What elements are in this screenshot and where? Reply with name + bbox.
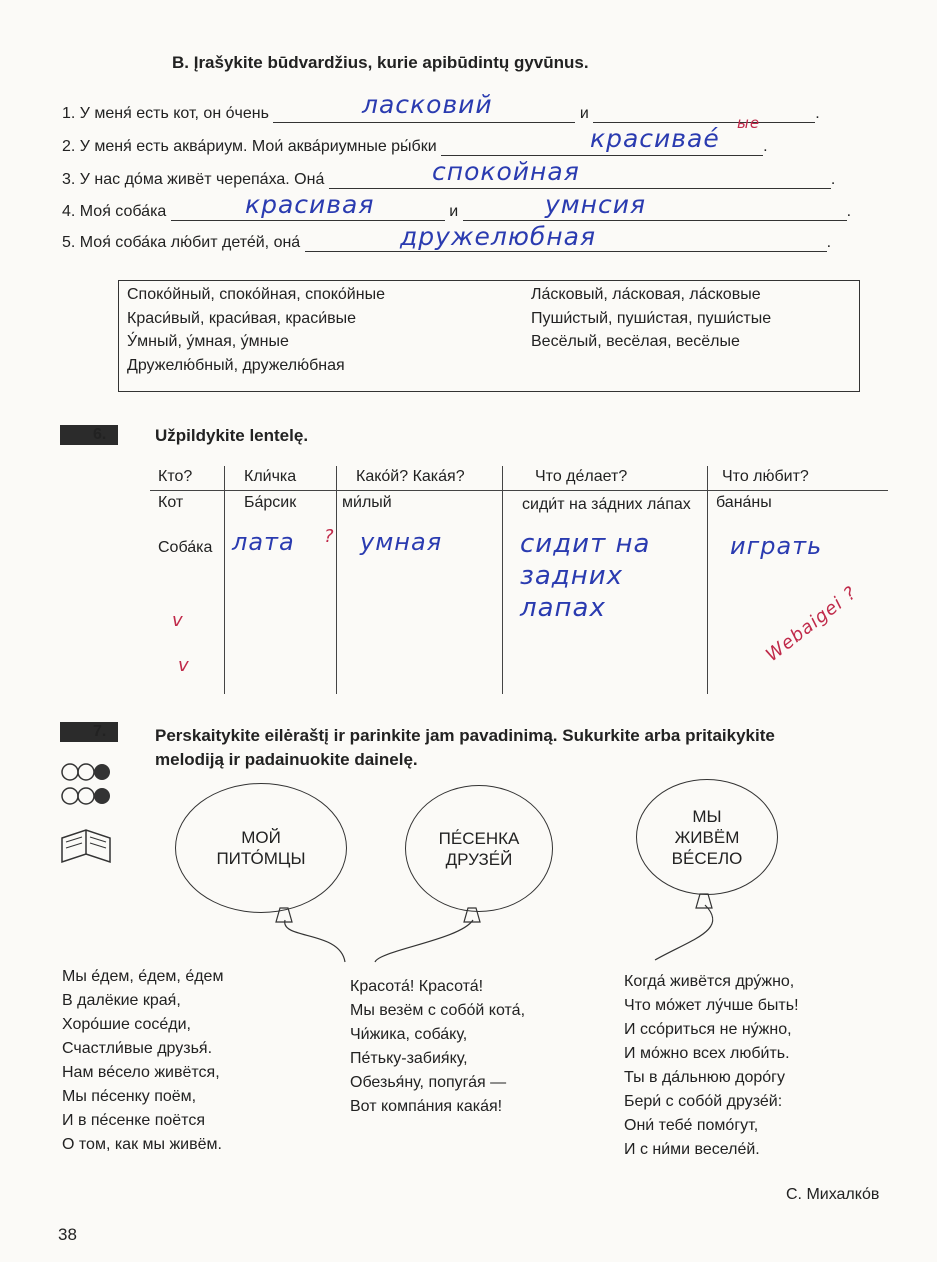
task-6-number-box xyxy=(60,425,118,445)
handwritten-answer-5: дружелюбная xyxy=(400,222,596,251)
row1-loves: бана́ны xyxy=(716,494,772,511)
row1-what-kind: ми́лый xyxy=(342,494,392,511)
task-7-number-box xyxy=(60,722,118,742)
poem-stanza-1 xyxy=(62,965,223,1157)
poem3-line: И с ни́ми веселе́й. xyxy=(624,1141,760,1158)
poem3-line: И мо́жно всех люби́ть. xyxy=(624,1045,790,1062)
page-number: 38 xyxy=(58,1225,77,1244)
word-box-left-1: Споко́йный, споко́йная, споко́йные xyxy=(127,286,385,303)
poem1-line: В далёкие края́, xyxy=(62,992,181,1009)
table-header-name: Кли́чка xyxy=(244,468,297,485)
poem3-line: Бери́ с собо́й друзе́й: xyxy=(624,1093,783,1110)
sentence-4 xyxy=(62,202,851,221)
word-box xyxy=(118,280,860,392)
balloon-2-line-1: ПЕ́СЕНКА xyxy=(438,828,520,848)
balloon-1-line-1: МОЙ xyxy=(241,828,281,847)
handwritten-answer-2: красиваé xyxy=(590,124,720,153)
poem2-line: Красота́! Красота́! xyxy=(350,978,484,995)
word-box-left-4: Дружелю́бный, дружелю́бная xyxy=(127,356,345,374)
task-7-title-line-1: Perskaitykite eilėraštį ir parinkite jam pavadinimą. Sukurkite arba pritaikykite xyxy=(155,726,775,745)
row2-who: Соба́ка xyxy=(158,539,213,556)
row1-does: сиди́т на за́дних ла́пах xyxy=(522,496,691,513)
balloon-2-line-2: ДРУЗЕ́Й xyxy=(445,849,513,869)
poem1-line: И в пе́сенке поётся xyxy=(62,1112,205,1129)
task-7-title-line-2: melodiją ir padainuokite dainelę. xyxy=(155,750,418,769)
balloon-1-line-2: ПИТО́МЦЫ xyxy=(216,849,306,868)
word-box-left-2: Краси́вый, краси́вая, краси́вые xyxy=(127,309,357,327)
red-question-mark: ? xyxy=(324,526,335,547)
handwritten-answer-4b: умнсия xyxy=(545,190,647,219)
task-7-number: 7. xyxy=(93,723,107,740)
word-box-right-3: Весёлый, весёлая, весёлые xyxy=(531,333,740,350)
handwritten-row2-does: сидит на задних лапах xyxy=(520,529,651,623)
poem3-line: И ссо́риться не ну́жно, xyxy=(624,1021,792,1038)
sentence-5-prefix: 5. Моя́ соба́ка лю́бит дете́й, она́ xyxy=(62,234,301,251)
poem3-line: Когда́ живётся дру́жно, xyxy=(624,973,795,990)
balloon-3-line-1: МЫ xyxy=(692,806,722,826)
task-6-number: 6. xyxy=(93,426,107,443)
sentence-3-prefix: 3. У нас до́ма живёт черепа́ха. Она́ xyxy=(62,171,325,188)
poem1-line: Нам ве́село живётся, xyxy=(62,1064,220,1081)
answer-3-blank[interactable] xyxy=(329,170,831,189)
sentence-4-end: . xyxy=(846,203,852,220)
word-box-right-1: Ла́сковый, ла́сковая, ла́сковые xyxy=(531,286,761,303)
sentence-2-end: . xyxy=(763,138,768,155)
poem2-line: Мы везём с собо́й кота́, xyxy=(350,1002,526,1019)
table-header-divider xyxy=(150,490,888,491)
poem2-line: Вот компа́ния кака́я! xyxy=(350,1098,503,1115)
table-col-divider-4 xyxy=(707,466,708,694)
poem3-line: Что мо́жет лу́чше быть! xyxy=(624,997,799,1014)
table-header-what-kind: Како́й? Кака́я? xyxy=(356,468,465,485)
sentence-1-and: и xyxy=(579,105,589,122)
red-check-mark-2: v xyxy=(178,655,190,676)
poem2-line: Обезья́ну, попуга́я — xyxy=(350,1074,507,1091)
answer-1b-blank[interactable] xyxy=(593,104,815,123)
answer-4b-blank[interactable] xyxy=(463,202,847,221)
balloon-3-line-2: ЖИВЁМ xyxy=(674,827,740,847)
poem3-line: Они́ тебе́ помо́гут, xyxy=(624,1117,759,1134)
sentence-1-prefix: 1. У меня́ есть кот, он о́чень xyxy=(62,105,269,122)
table-col-divider-2 xyxy=(336,466,337,694)
row1-name: Ба́рсик xyxy=(244,494,297,511)
handwritten-row2-name: лата xyxy=(232,528,295,556)
balloon-we-live-merrily xyxy=(636,779,778,895)
red-correction-2: ые xyxy=(737,114,761,132)
poem-stanza-2 xyxy=(350,975,525,1119)
word-box-right-2: Пуши́стый, пуши́стая, пуши́стые xyxy=(531,309,772,327)
poem1-line: Мы пе́сенку поём, xyxy=(62,1088,197,1105)
handwritten-answer-3: спокойная xyxy=(432,157,580,186)
balloon-3-line-3: ВЕ́СЕЛО xyxy=(671,848,743,868)
table-header-does: Что де́лает? xyxy=(535,468,628,485)
handwritten-answer-1: ласковий xyxy=(362,90,493,119)
sentence-3-end: . xyxy=(830,171,836,188)
task-7-title xyxy=(155,724,775,772)
word-box-left-3: У́мный, у́мная, у́мные xyxy=(127,333,289,350)
balloon-friends-song xyxy=(405,785,553,912)
poem2-line: Пе́тьку-забия́ку, xyxy=(350,1050,468,1067)
red-teacher-note: Webaigei ? xyxy=(762,582,861,666)
group-work-icon xyxy=(56,760,118,870)
red-check-mark-1: v xyxy=(172,610,184,631)
table-col-divider-1 xyxy=(224,466,225,694)
sentence-5-end: . xyxy=(826,234,832,251)
poem1-line: Счастли́вые друзья́. xyxy=(62,1040,213,1057)
poem1-line: Хоро́шие сосе́ди, xyxy=(62,1016,191,1033)
poem-author: С. Михалко́в xyxy=(786,1186,880,1203)
sentence-1-end: . xyxy=(815,105,820,122)
handwritten-row2-loves: играть xyxy=(730,532,823,560)
handwritten-row2-what-kind: умная xyxy=(360,528,443,556)
section-b-title: B. Įrašykite būdvardžius, kurie apibūdintų gyvūnus. xyxy=(172,53,589,72)
poem1-line: Мы е́дем, е́дем, е́дем xyxy=(62,968,224,985)
table-header-loves: Что лю́бит? xyxy=(722,468,809,485)
table-header-who: Кто? xyxy=(158,468,193,485)
poem2-line: Чи́жика, соба́ку, xyxy=(350,1026,468,1043)
handwritten-answer-4a: красивая xyxy=(245,190,375,219)
sentence-4-prefix: 4. Моя́ соба́ка xyxy=(62,203,167,220)
row1-who: Кот xyxy=(158,494,184,511)
sentence-4-and: и xyxy=(449,203,459,220)
table-col-divider-3 xyxy=(502,466,503,694)
sentence-2-prefix: 2. У меня́ есть аква́риум. Мои́ аква́риумные ры́бки xyxy=(62,138,437,155)
task-6-title: Užpildykite lentelę. xyxy=(155,426,309,445)
poem-stanza-3 xyxy=(624,970,799,1162)
poem3-line: Ты в да́льнюю доро́гу xyxy=(624,1069,786,1086)
poem1-line: О том, как мы живём. xyxy=(62,1136,222,1153)
balloon-my-pets xyxy=(175,783,347,913)
